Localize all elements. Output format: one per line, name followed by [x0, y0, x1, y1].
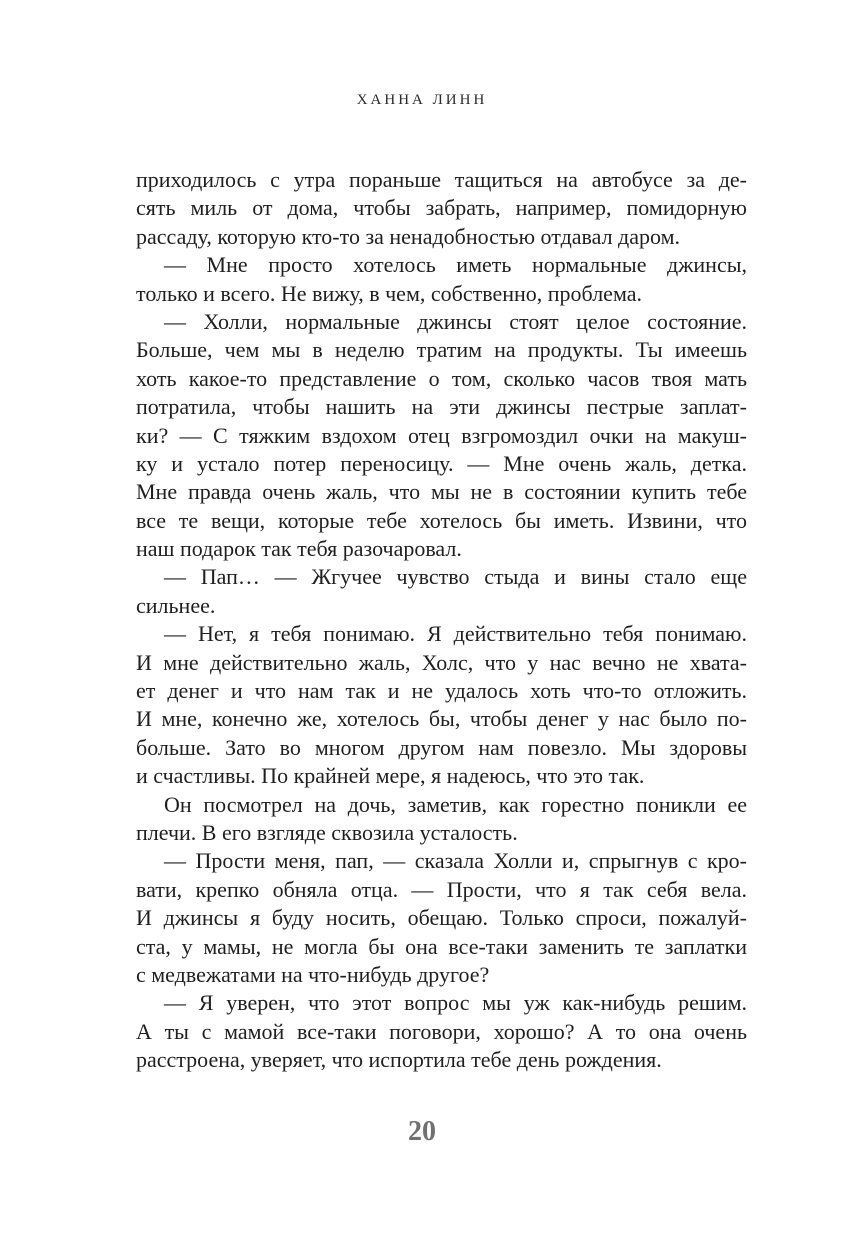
text-line: — Мне просто хотелось иметь нормальные джинсы,	[164, 252, 747, 278]
text-line: плечи. В его взгляде сквозила усталость.	[136, 819, 518, 845]
text-line: рассаду, которую кто-то за ненадобностью отдавал даром.	[136, 223, 681, 249]
running-head: ХАННА ЛИНН	[356, 92, 488, 108]
text-line: хоть какое-то представление о том, сколько часов твоя мать	[136, 365, 747, 391]
text-line: ки? — С тяжким вздохом отец взгромоздил очки на макуш-	[136, 422, 747, 448]
text-line: ет денег и что нам так и не удалось хоть что-то отложить.	[136, 678, 747, 704]
text-line: И мне, конечно же, хотелось бы, чтобы денег у нас было по-	[136, 706, 747, 732]
text-line: потратила, чтобы нашить на эти джинсы пестрые заплат-	[136, 394, 747, 420]
text-line: вати, крепко обняла отца. — Прости, что я так себя вела.	[136, 876, 747, 902]
text-line: с медвежатами на что-нибудь другое?	[136, 961, 490, 987]
text-line: — Я уверен, что этот вопрос мы уж как-нибудь решим.	[164, 990, 747, 1016]
text-line: — Нет, я тебя понимаю. Я действительно тебя понимаю.	[164, 621, 747, 647]
body-text	[136, 166, 747, 1075]
text-line: и счастливы. По крайней мере, я надеюсь, что это так.	[136, 763, 645, 789]
text-line: И джинсы я буду носить, обещаю. Только спроси, пожалуй-	[136, 905, 747, 931]
text-line: ста, у мамы, не могла бы она все-таки заменить те заплатки	[136, 933, 747, 959]
text-line: ку и устало потер переносицу. — Мне очень жаль, детка.	[136, 450, 747, 476]
text-line: Он посмотрел на дочь, заметив, как горестно поникли ее	[164, 791, 747, 817]
text-line: — Прости меня, пап, — сказала Холли и, спрыгнув с кро-	[164, 848, 747, 874]
text-line: приходилось с утра пораньше тащиться на автобусе за де-	[136, 167, 747, 192]
text-line: только и всего. Не вижу, в чем, собственно, проблема.	[136, 280, 642, 306]
text-line: сильнее.	[136, 592, 216, 618]
text-line: — Пап… — Жгучее чувство стыда и вины стало еще	[164, 564, 747, 590]
text-line: расстроена, уверяет, что испортила тебе день рождения.	[136, 1047, 662, 1073]
text-line: наш подарок так тебя разочаровал.	[136, 536, 462, 562]
text-line: больше. Зато во многом другом нам повезло. Мы здоровы	[136, 734, 747, 760]
text-line: Мне правда очень жаль, что мы не в состоянии купить тебе	[136, 479, 747, 505]
text-line: А ты с мамой все-таки поговори, хорошо? А то она очень	[136, 1018, 747, 1044]
text-line: все те вещи, которые тебе хотелось бы иметь. Извини, что	[136, 507, 747, 533]
text-line: — Холли, нормальные джинсы стоят целое состояние.	[164, 308, 747, 334]
page-number: 20	[408, 1116, 436, 1147]
text-line: Больше, чем мы в неделю тратим на продукты. Ты имеешь	[136, 337, 747, 363]
text-line: И мне действительно жаль, Холс, что у нас вечно не хвата-	[136, 649, 747, 675]
text-line: сять миль от дома, чтобы забрать, например, помидорную	[136, 195, 747, 221]
